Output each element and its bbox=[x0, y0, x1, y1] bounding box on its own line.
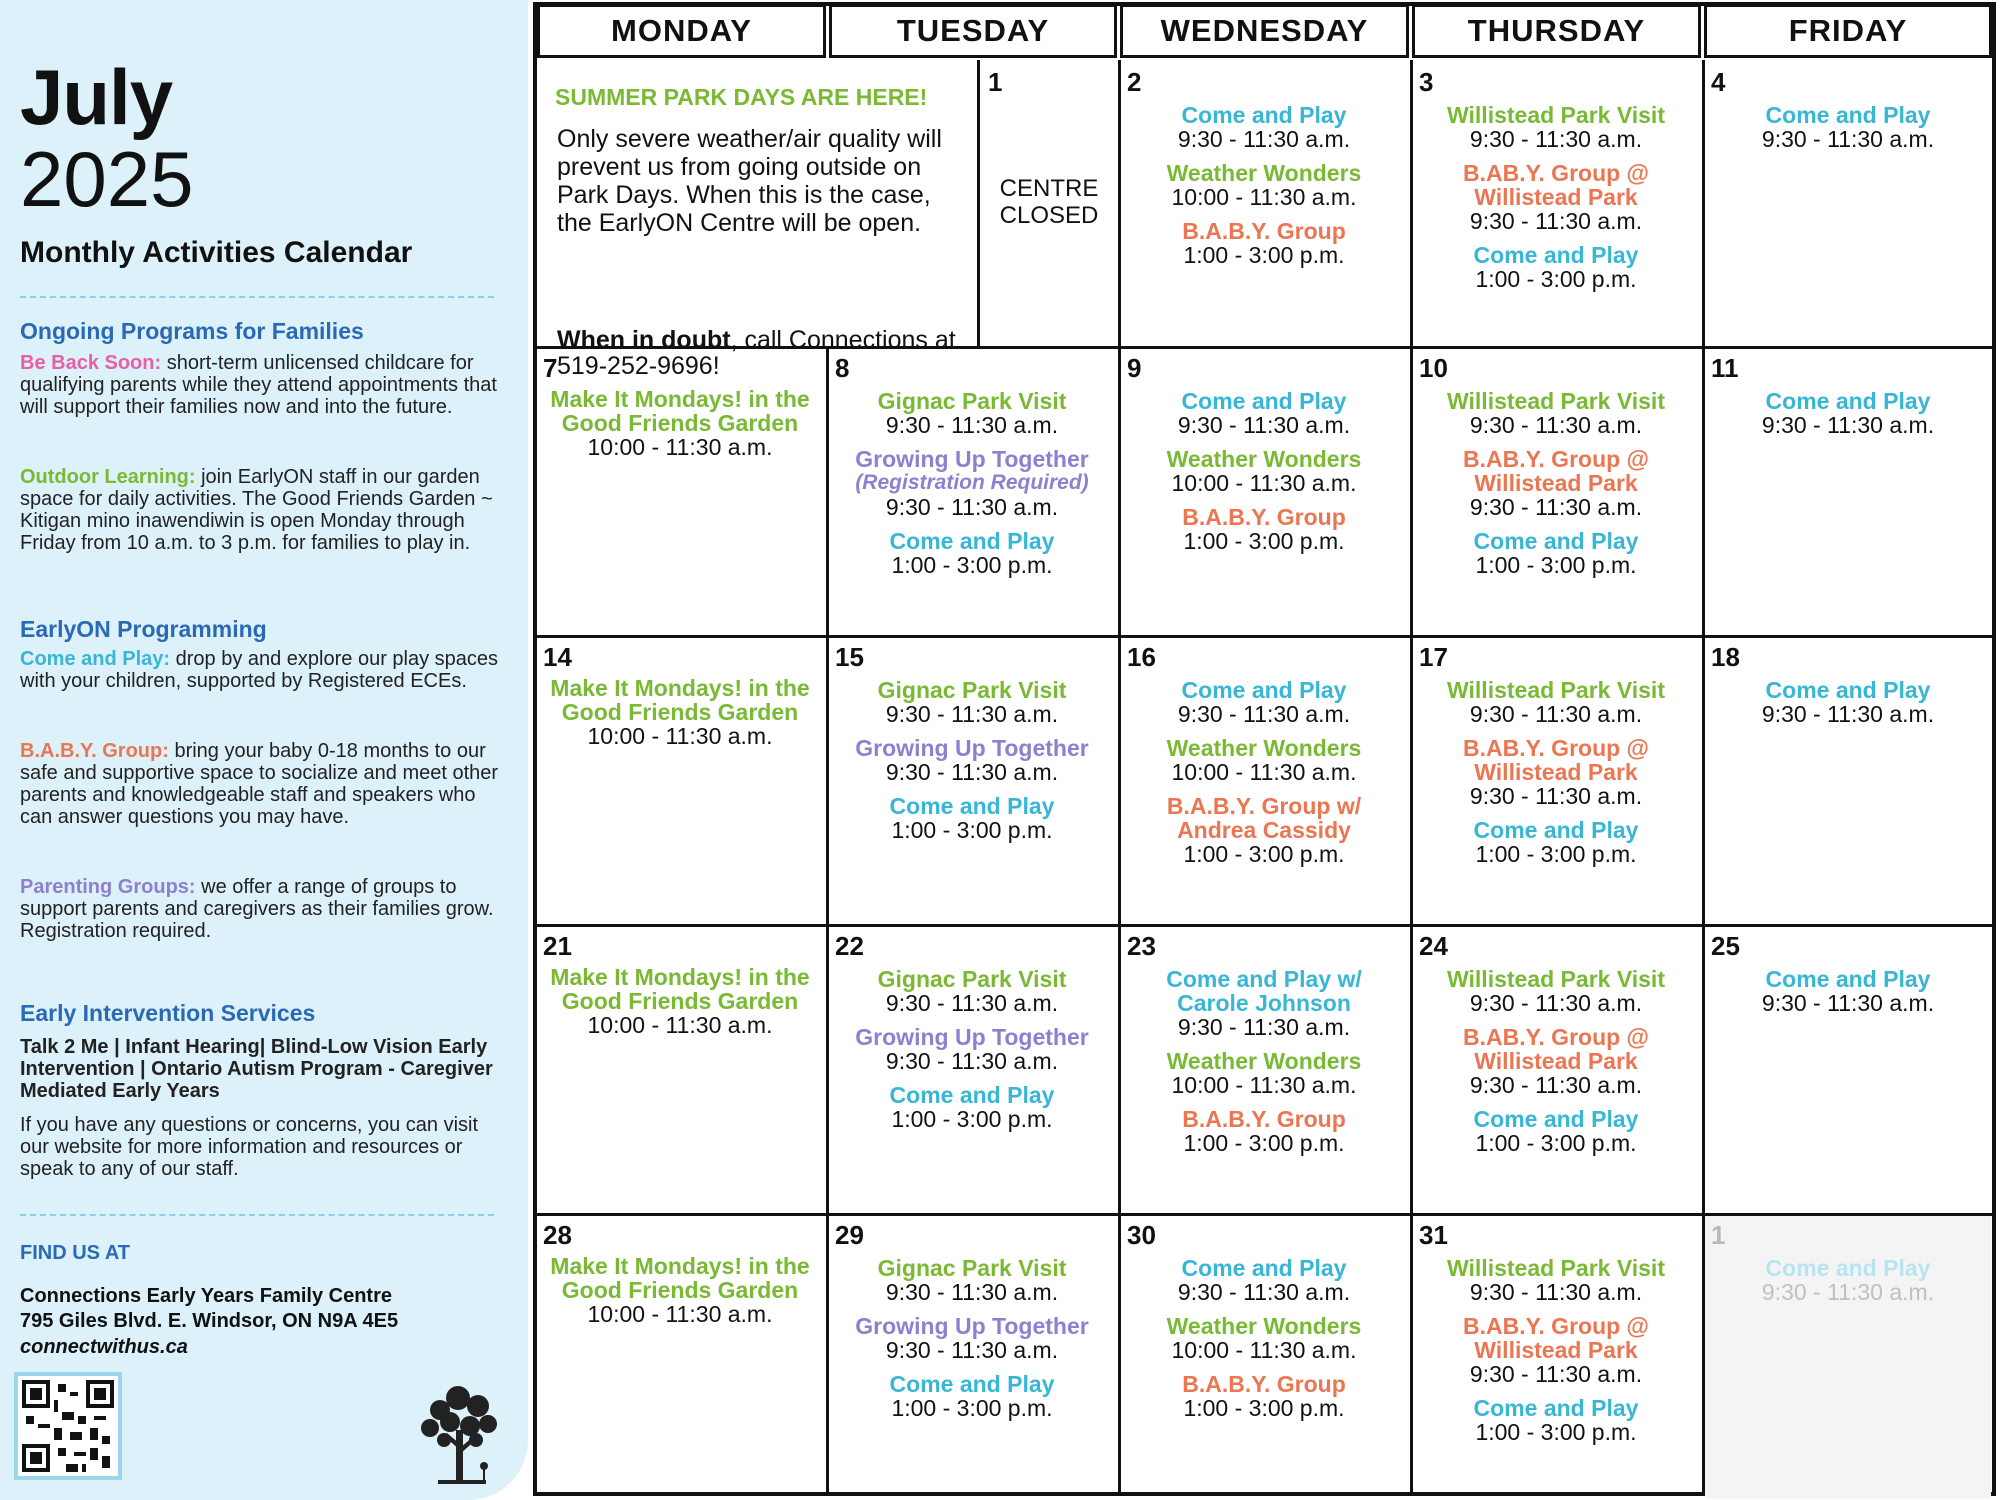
come-and-play-label: Come and Play: bbox=[20, 648, 171, 670]
event-list bbox=[537, 965, 823, 1047]
event-title: Come and Play bbox=[1473, 528, 1639, 554]
event-title: Make It Mondays! in the Good Friends Garden bbox=[550, 386, 810, 436]
event-list bbox=[537, 1254, 823, 1336]
event-time: 10:00 - 11:30 a.m. bbox=[587, 723, 773, 749]
event-item bbox=[1121, 967, 1407, 1039]
day-cell-7 bbox=[537, 349, 823, 632]
event-title: Gignac Park Visit bbox=[877, 677, 1067, 703]
event-time: 1:00 - 3:00 p.m. bbox=[1183, 1395, 1345, 1421]
event-item bbox=[829, 967, 1115, 1015]
event-time: 9:30 - 11:30 a.m. bbox=[1469, 1072, 1643, 1098]
day-cell-9 bbox=[1121, 349, 1407, 632]
event-title: Come and Play bbox=[1473, 817, 1639, 843]
event-time: 10:00 - 11:30 a.m. bbox=[587, 1301, 773, 1327]
event-title: Gignac Park Visit bbox=[877, 388, 1067, 414]
event-title: Willistead Park Visit bbox=[1447, 388, 1665, 414]
event-item bbox=[829, 529, 1115, 577]
event-list bbox=[537, 676, 823, 758]
day-cell-25 bbox=[1705, 927, 1991, 1210]
notice-heading: SUMMER PARK DAYS ARE HERE! bbox=[555, 84, 928, 110]
centre-closed-text bbox=[980, 175, 1118, 229]
closed-line-2: CLOSED bbox=[999, 202, 1099, 229]
day-number: 10 bbox=[1419, 353, 1448, 383]
event-item bbox=[537, 965, 823, 1037]
day-number: 3 bbox=[1419, 67, 1434, 97]
event-item bbox=[829, 1314, 1115, 1362]
event-title: B.A.B.Y. Group bbox=[1182, 1106, 1346, 1132]
event-title: B.A.B.Y. Group bbox=[1182, 218, 1346, 244]
event-title: Come and Play bbox=[1473, 1395, 1639, 1421]
baby-group-desc bbox=[20, 740, 508, 828]
event-title: Come and Play bbox=[1765, 1255, 1931, 1281]
find-us-heading: FIND US AT bbox=[20, 1242, 130, 1264]
event-time: 9:30 - 11:30 a.m. bbox=[885, 1337, 1059, 1363]
event-time: 9:30 - 11:30 a.m. bbox=[885, 1279, 1059, 1305]
event-time: 9:30 - 11:30 a.m. bbox=[1177, 701, 1351, 727]
day-cell-30 bbox=[1121, 1216, 1407, 1499]
day-number: 30 bbox=[1127, 1220, 1156, 1250]
park-days-notice bbox=[539, 63, 975, 380]
event-item bbox=[829, 447, 1115, 519]
month-title: July bbox=[20, 53, 173, 141]
day-number: 28 bbox=[543, 1220, 572, 1250]
event-time: 1:00 - 3:00 p.m. bbox=[1475, 1419, 1637, 1445]
event-title: B.AB.Y. Group @ Willistead Park bbox=[1463, 160, 1649, 210]
come-and-play-text: drop by and explore our play spaces with your children, supported by Registered ECEs. bbox=[20, 648, 499, 692]
event-list bbox=[537, 387, 823, 469]
event-list bbox=[1121, 967, 1407, 1165]
event-list bbox=[1413, 103, 1699, 301]
event-item bbox=[1413, 1025, 1699, 1097]
event-item bbox=[1705, 1256, 1991, 1304]
event-title: Willistead Park Visit bbox=[1447, 966, 1665, 992]
event-item bbox=[1121, 389, 1407, 437]
event-time: 9:30 - 11:30 a.m. bbox=[1469, 412, 1643, 438]
event-item bbox=[1121, 736, 1407, 784]
event-item bbox=[1121, 678, 1407, 726]
event-item bbox=[1121, 103, 1407, 151]
event-list bbox=[1413, 678, 1699, 876]
day-cell-24 bbox=[1413, 927, 1699, 1210]
event-title: Come and Play bbox=[889, 793, 1055, 819]
year-title: 2025 bbox=[20, 135, 194, 223]
sidebar bbox=[0, 0, 528, 1500]
event-time: 9:30 - 11:30 a.m. bbox=[1761, 990, 1935, 1016]
notice-body: Only severe weather/air quality will prevent us from going outside on Park Days. When this is the case, the EarlyON Centre will be open. bbox=[557, 125, 942, 237]
be-back-soon-desc bbox=[20, 352, 508, 418]
event-time: 9:30 - 11:30 a.m. bbox=[885, 759, 1059, 785]
header-tuesday: TUESDAY bbox=[829, 4, 1117, 58]
outdoor-learning-text: join EarlyON staff in our garden space for daily activities. The Good Friends Garden ~ Kitigan mino inawendiwin is open Monday through Friday from 10 a.m. to 3 p.m. for families to play in. bbox=[20, 466, 493, 554]
event-title: Come and Play w/ Carole Johnson bbox=[1166, 966, 1362, 1016]
event-item bbox=[1121, 161, 1407, 209]
event-item bbox=[1413, 243, 1699, 291]
day-cell-22 bbox=[829, 927, 1115, 1210]
event-time: 1:00 - 3:00 p.m. bbox=[1183, 1130, 1345, 1156]
event-time: 9:30 - 11:30 a.m. bbox=[885, 494, 1059, 520]
event-item bbox=[1121, 1107, 1407, 1155]
event-title: Make It Mondays! in the Good Friends Garden bbox=[550, 964, 810, 1014]
event-title: Come and Play bbox=[1765, 966, 1931, 992]
event-time: 9:30 - 11:30 a.m. bbox=[885, 701, 1059, 727]
event-item bbox=[829, 794, 1115, 842]
event-list bbox=[1705, 678, 1991, 736]
event-time: 9:30 - 11:30 a.m. bbox=[885, 412, 1059, 438]
event-time: 9:30 - 11:30 a.m. bbox=[1177, 126, 1351, 152]
day-number: 11 bbox=[1711, 353, 1739, 383]
event-title: Make It Mondays! in the Good Friends Garden bbox=[550, 1253, 810, 1303]
event-list bbox=[1121, 1256, 1407, 1430]
event-title: Weather Wonders bbox=[1166, 160, 1362, 186]
event-item bbox=[829, 1083, 1115, 1131]
day-cell-15 bbox=[829, 638, 1115, 921]
event-title: Growing Up Together bbox=[855, 1024, 1089, 1050]
day-cell-29 bbox=[829, 1216, 1115, 1499]
early-intervention-heading: Early Intervention Services bbox=[20, 1000, 316, 1026]
event-item bbox=[829, 1025, 1115, 1073]
event-title: B.AB.Y. Group @ Willistead Park bbox=[1463, 1024, 1649, 1074]
event-time: 9:30 - 11:30 a.m. bbox=[1469, 126, 1643, 152]
event-item bbox=[1413, 389, 1699, 437]
event-time: 1:00 - 3:00 p.m. bbox=[891, 552, 1053, 578]
event-item bbox=[1413, 818, 1699, 866]
day-cell-18 bbox=[1705, 638, 1991, 921]
event-title: B.AB.Y. Group @ Willistead Park bbox=[1463, 1313, 1649, 1363]
event-time: 1:00 - 3:00 p.m. bbox=[1183, 528, 1345, 554]
day-number: 24 bbox=[1419, 931, 1448, 961]
event-title: Come and Play bbox=[1765, 388, 1931, 414]
day-number: 2 bbox=[1127, 67, 1142, 97]
event-title: Weather Wonders bbox=[1166, 735, 1362, 761]
intervention-services-list: Talk 2 Me | Infant Hearing| Blind-Low Vision Early Intervention | Ontario Autism Program - Caregiver Mediated Early Years bbox=[20, 1036, 493, 1102]
event-item bbox=[1121, 1314, 1407, 1362]
event-time: 9:30 - 11:30 a.m. bbox=[1469, 494, 1643, 520]
ongoing-programs-heading: Ongoing Programs for Families bbox=[20, 318, 364, 344]
event-item bbox=[1121, 794, 1407, 866]
event-title: Come and Play bbox=[1181, 677, 1347, 703]
event-list bbox=[1413, 389, 1699, 587]
event-time: 10:00 - 11:30 a.m. bbox=[1171, 1072, 1357, 1098]
outdoor-learning-label: Outdoor Learning: bbox=[20, 466, 196, 488]
event-item bbox=[1121, 219, 1407, 267]
day-number: 17 bbox=[1419, 642, 1448, 672]
day-cell-1 bbox=[980, 63, 1118, 346]
event-title: Willistead Park Visit bbox=[1447, 102, 1665, 128]
header-monday: MONDAY bbox=[537, 4, 826, 58]
outdoor-learning-desc bbox=[20, 466, 508, 554]
event-note: (Registration Required) bbox=[855, 471, 1089, 494]
event-time: 1:00 - 3:00 p.m. bbox=[1475, 1130, 1637, 1156]
event-item bbox=[1121, 1049, 1407, 1097]
centre-name: Connections Early Years Family Centre bbox=[20, 1285, 393, 1307]
event-time: 1:00 - 3:00 p.m. bbox=[891, 1106, 1053, 1132]
day-number: 15 bbox=[835, 642, 864, 672]
event-time: 9:30 - 11:30 a.m. bbox=[1761, 701, 1935, 727]
day-number: 1 bbox=[988, 67, 1003, 97]
event-item bbox=[1413, 678, 1699, 726]
event-time: 1:00 - 3:00 p.m. bbox=[1475, 552, 1637, 578]
event-item bbox=[1413, 967, 1699, 1015]
event-item bbox=[829, 1256, 1115, 1304]
day-number: 29 bbox=[835, 1220, 864, 1250]
event-item bbox=[1705, 678, 1991, 726]
event-title: Willistead Park Visit bbox=[1447, 1255, 1665, 1281]
event-list bbox=[1121, 678, 1407, 876]
event-list bbox=[1413, 967, 1699, 1165]
event-time: 9:30 - 11:30 a.m. bbox=[1469, 783, 1643, 809]
event-list bbox=[829, 967, 1115, 1141]
event-time: 9:30 - 11:30 a.m. bbox=[1761, 1279, 1935, 1305]
baby-group-label: B.A.B.Y. Group: bbox=[20, 740, 169, 762]
event-time: 1:00 - 3:00 p.m. bbox=[1475, 266, 1637, 292]
day-number: 9 bbox=[1127, 353, 1142, 383]
event-time: 9:30 - 11:30 a.m. bbox=[885, 990, 1059, 1016]
day-cell-14 bbox=[537, 638, 823, 921]
event-time: 1:00 - 3:00 p.m. bbox=[891, 1395, 1053, 1421]
event-time: 10:00 - 11:30 a.m. bbox=[1171, 759, 1357, 785]
earlyon-programming-heading: EarlyON Programming bbox=[20, 616, 267, 642]
event-item bbox=[1413, 161, 1699, 233]
event-title: Come and Play bbox=[889, 1371, 1055, 1397]
day-number: 4 bbox=[1711, 67, 1726, 97]
event-time: 9:30 - 11:30 a.m. bbox=[1177, 1014, 1351, 1040]
day-cell-4 bbox=[1705, 63, 1991, 346]
event-item bbox=[1413, 447, 1699, 519]
day-number: 7 bbox=[543, 353, 558, 383]
event-title: B.AB.Y. Group @ Willistead Park bbox=[1463, 735, 1649, 785]
event-title: Weather Wonders bbox=[1166, 446, 1362, 472]
event-item bbox=[1121, 1372, 1407, 1420]
closed-line-1: CENTRE bbox=[999, 175, 1099, 202]
event-item bbox=[1413, 103, 1699, 151]
header-friday: FRIDAY bbox=[1704, 4, 1992, 58]
event-item bbox=[829, 736, 1115, 784]
event-item bbox=[829, 1372, 1115, 1420]
event-item bbox=[1413, 1107, 1699, 1155]
event-list bbox=[829, 678, 1115, 852]
event-item bbox=[1413, 529, 1699, 577]
event-time: 1:00 - 3:00 p.m. bbox=[891, 817, 1053, 843]
day-cell-11 bbox=[1705, 349, 1991, 632]
day-number: 23 bbox=[1127, 931, 1156, 961]
event-item bbox=[1121, 1256, 1407, 1304]
come-and-play-desc bbox=[20, 648, 508, 692]
event-item bbox=[1705, 967, 1991, 1015]
event-list bbox=[1705, 389, 1991, 447]
event-list bbox=[1705, 103, 1991, 161]
parenting-groups-text: we offer a range of groups to support parents and caregivers as their families grow. Registration required. bbox=[20, 876, 494, 942]
event-item bbox=[829, 678, 1115, 726]
event-item bbox=[1121, 447, 1407, 495]
be-back-soon-text: short-term unlicensed childcare for qualifying parents while they attend appointments that will support their families now and into the future. bbox=[20, 352, 497, 418]
event-time: 9:30 - 11:30 a.m. bbox=[1469, 1279, 1643, 1305]
event-time: 9:30 - 11:30 a.m. bbox=[1469, 1361, 1643, 1387]
day-cell-28 bbox=[537, 1216, 823, 1499]
event-time: 1:00 - 3:00 p.m. bbox=[1475, 841, 1637, 867]
event-title: Make It Mondays! in the Good Friends Garden bbox=[550, 675, 810, 725]
event-title: Come and Play bbox=[889, 528, 1055, 554]
event-item bbox=[1121, 505, 1407, 553]
day-cell-1 bbox=[1705, 1216, 1991, 1499]
qr-code-icon[interactable] bbox=[14, 1372, 122, 1480]
event-title: Come and Play bbox=[1765, 102, 1931, 128]
event-title: B.A.B.Y. Group bbox=[1182, 504, 1346, 530]
day-cell-31 bbox=[1413, 1216, 1699, 1499]
calendar-subtitle: Monthly Activities Calendar bbox=[20, 236, 413, 269]
event-item bbox=[1705, 389, 1991, 437]
event-time: 9:30 - 11:30 a.m. bbox=[1177, 412, 1351, 438]
event-time: 10:00 - 11:30 a.m. bbox=[587, 1012, 773, 1038]
event-title: Growing Up Together bbox=[855, 446, 1089, 472]
event-title: Come and Play bbox=[1765, 677, 1931, 703]
event-title: Weather Wonders bbox=[1166, 1048, 1362, 1074]
event-item bbox=[829, 389, 1115, 437]
event-time: 9:30 - 11:30 a.m. bbox=[1177, 1279, 1351, 1305]
event-title: Come and Play bbox=[1473, 1106, 1639, 1132]
event-item bbox=[537, 1254, 823, 1326]
day-number: 1 bbox=[1711, 1220, 1726, 1250]
event-time: 10:00 - 11:30 a.m. bbox=[587, 434, 773, 460]
event-time: 1:00 - 3:00 p.m. bbox=[1183, 841, 1345, 867]
event-title: Come and Play bbox=[1473, 242, 1639, 268]
event-time: 9:30 - 11:30 a.m. bbox=[1469, 701, 1643, 727]
event-time: 10:00 - 11:30 a.m. bbox=[1171, 1337, 1357, 1363]
divider bbox=[20, 296, 494, 298]
event-title: Willistead Park Visit bbox=[1447, 677, 1665, 703]
event-list bbox=[829, 389, 1115, 587]
event-title: Come and Play bbox=[1181, 1255, 1347, 1281]
event-list bbox=[1705, 967, 1991, 1025]
event-title: Come and Play bbox=[1181, 388, 1347, 414]
event-time: 9:30 - 11:30 a.m. bbox=[885, 1048, 1059, 1074]
day-cell-10 bbox=[1413, 349, 1699, 632]
event-time: 9:30 - 11:30 a.m. bbox=[1761, 126, 1935, 152]
event-title: B.A.B.Y. Group bbox=[1182, 1371, 1346, 1397]
event-title: B.A.B.Y. Group w/ Andrea Cassidy bbox=[1166, 793, 1362, 843]
event-title: Come and Play bbox=[889, 1082, 1055, 1108]
centre-address: 795 Giles Blvd. E. Windsor, ON N9A 4E5 bbox=[20, 1310, 399, 1332]
website-link[interactable]: connectwithus.ca bbox=[20, 1336, 188, 1358]
day-cell-21 bbox=[537, 927, 823, 1210]
day-number: 8 bbox=[835, 353, 850, 383]
divider bbox=[20, 1214, 494, 1216]
be-back-soon-label: Be Back Soon: bbox=[20, 352, 162, 374]
header-wednesday: WEDNESDAY bbox=[1120, 4, 1409, 58]
event-time: 10:00 - 11:30 a.m. bbox=[1171, 470, 1357, 496]
day-cell-3 bbox=[1413, 63, 1699, 346]
event-item bbox=[1413, 1256, 1699, 1304]
event-item bbox=[1705, 103, 1991, 151]
event-time: 9:30 - 11:30 a.m. bbox=[1469, 990, 1643, 1016]
notice-doubt-bold: When in doubt bbox=[557, 326, 731, 354]
day-number: 31 bbox=[1419, 1220, 1448, 1250]
day-number: 18 bbox=[1711, 642, 1740, 672]
event-list bbox=[1121, 103, 1407, 277]
notice-doubt-text: , call Connections at 519-252-9696! bbox=[557, 326, 956, 380]
parenting-groups-desc bbox=[20, 876, 508, 942]
event-time: 1:00 - 3:00 p.m. bbox=[1183, 242, 1345, 268]
event-time: 10:00 - 11:30 a.m. bbox=[1171, 184, 1357, 210]
day-cell-23 bbox=[1121, 927, 1407, 1210]
event-title: B.AB.Y. Group @ Willistead Park bbox=[1463, 446, 1649, 496]
event-time: 9:30 - 11:30 a.m. bbox=[1761, 412, 1935, 438]
event-title: Growing Up Together bbox=[855, 735, 1089, 761]
day-number: 16 bbox=[1127, 642, 1156, 672]
event-list bbox=[1121, 389, 1407, 563]
event-title: Weather Wonders bbox=[1166, 1313, 1362, 1339]
event-item bbox=[1413, 736, 1699, 808]
day-number: 14 bbox=[543, 642, 572, 672]
event-list bbox=[1413, 1256, 1699, 1454]
event-title: Growing Up Together bbox=[855, 1313, 1089, 1339]
event-list bbox=[1705, 1256, 1991, 1314]
day-cell-16 bbox=[1121, 638, 1407, 921]
intervention-info: If you have any questions or concerns, you can visit our website for more information and resources or speak to any of our staff. bbox=[20, 1114, 479, 1180]
day-number: 22 bbox=[835, 931, 864, 961]
day-number: 25 bbox=[1711, 931, 1740, 961]
event-list bbox=[829, 1256, 1115, 1430]
event-time: 9:30 - 11:30 a.m. bbox=[1469, 208, 1643, 234]
tree-logo-icon bbox=[400, 1370, 520, 1490]
day-cell-17 bbox=[1413, 638, 1699, 921]
event-title: Come and Play bbox=[1181, 102, 1347, 128]
day-cell-8 bbox=[829, 349, 1115, 632]
event-item bbox=[537, 676, 823, 748]
day-number: 21 bbox=[543, 931, 572, 961]
day-cell-2 bbox=[1121, 63, 1407, 346]
parenting-groups-label: Parenting Groups: bbox=[20, 876, 196, 898]
header-thursday: THURSDAY bbox=[1412, 4, 1701, 58]
baby-group-text: bring your baby 0-18 months to our safe and supportive space to socialize and meet other parents and knowledgeable staff and speakers who can answer questions you may have. bbox=[20, 740, 499, 828]
event-item bbox=[1413, 1396, 1699, 1444]
event-item bbox=[537, 387, 823, 459]
event-title: Gignac Park Visit bbox=[877, 1255, 1067, 1281]
event-title: Gignac Park Visit bbox=[877, 966, 1067, 992]
event-item bbox=[1413, 1314, 1699, 1386]
